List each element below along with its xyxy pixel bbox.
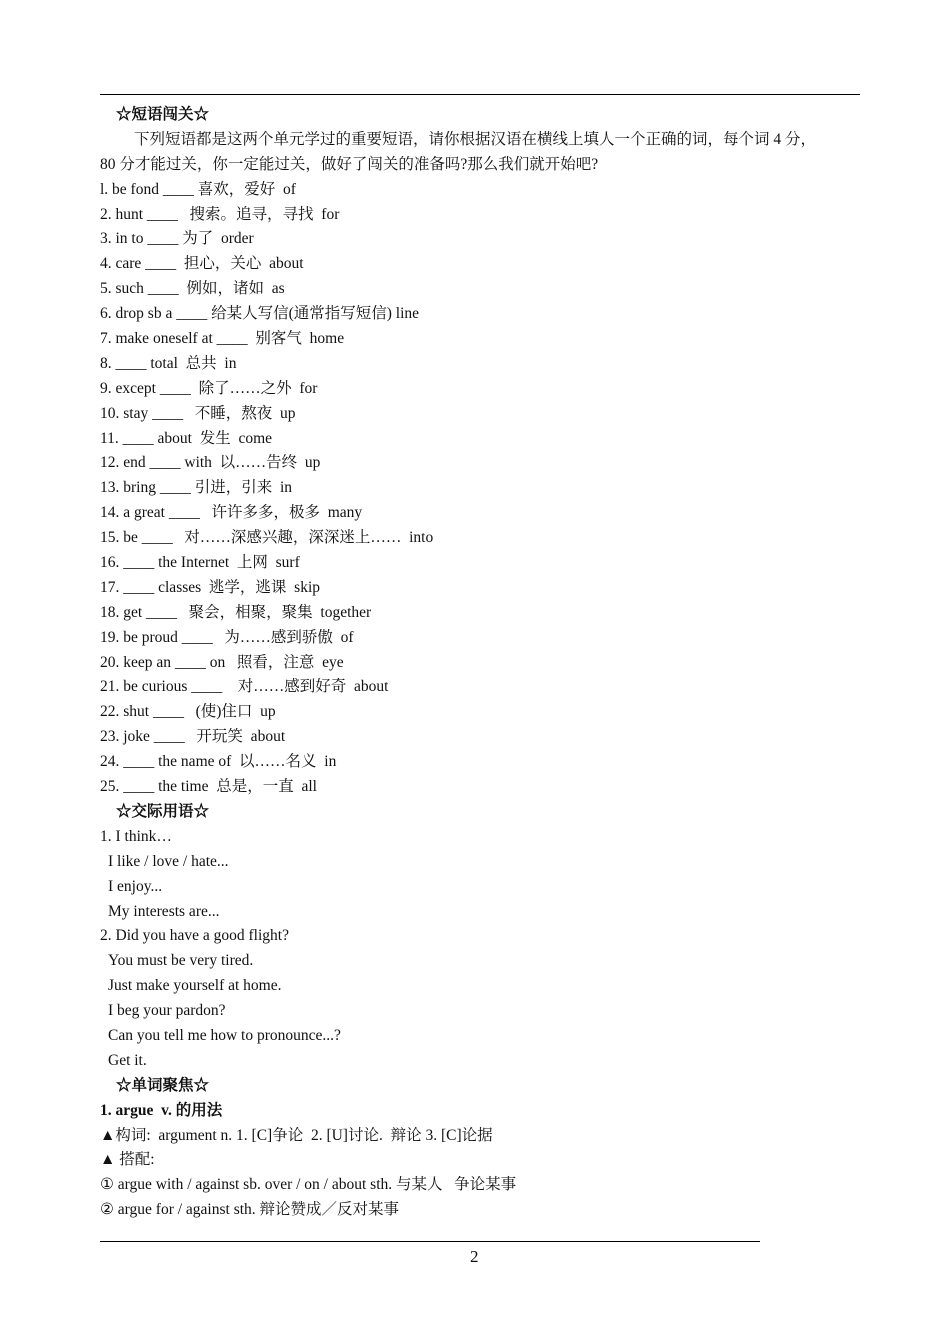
- phrase-item: 7. make oneself at ____ 别客气 home: [100, 330, 345, 348]
- phrase-item: 16. ____ the Internet 上网 surf: [100, 554, 300, 572]
- collocation-label: ▲ 搭配:: [100, 1151, 155, 1169]
- page-number: 2: [470, 1247, 479, 1266]
- section-title-phrases: ☆短语闯关☆: [116, 106, 210, 123]
- expression-line: I enjoy...: [108, 877, 163, 895]
- phrase-item: 15. be ____ 对……深感兴趣，深深迷上…… into: [100, 529, 434, 547]
- phrase-item: 14. a great ____ 许许多多，极多 many: [100, 504, 363, 522]
- phrase-item: 13. bring ____ 引进，引来 in: [100, 479, 293, 497]
- phrase-item: 18. get ____ 聚会，相聚，聚集 together: [100, 603, 372, 621]
- word-derivative: ▲构词: argument n. 1. [C]争论 2. [U]讨论. 辩论 3. [C]论据: [100, 1126, 493, 1144]
- phrase-list: [100, 178, 880, 800]
- expression-group-head: 2. Did you have a good flight?: [100, 927, 289, 945]
- phrase-item: 23. joke ____ 开玩笑 about: [100, 728, 286, 746]
- expression-line: My interests are...: [108, 902, 220, 920]
- phrase-item: 17. ____ classes 逃学，逃课 skip: [100, 578, 321, 596]
- usage-item: ① argue with / against sb. over / on / about sth. 与某人 争论某事: [100, 1176, 517, 1194]
- phrase-item: 10. stay ____ 不睡，熬夜 up: [100, 404, 296, 422]
- phrase-item: 25. ____ the time 总是，一直 all: [100, 778, 317, 796]
- expression-line: Get it.: [108, 1051, 147, 1069]
- section-title-expressions: ☆交际用语☆: [116, 802, 210, 820]
- phrase-item: 6. drop sb a ____ 给某人写信(通常指写短信) line: [100, 305, 420, 323]
- usage-item: ② argue for / against sth. 辩论赞成／反对某事: [100, 1201, 400, 1219]
- expression-line: You must be very tired.: [108, 952, 254, 970]
- phrase-item: 12. end ____ with 以……告终 up: [100, 454, 321, 472]
- phrase-item: 20. keep an ____ on 照看，注意 eye: [100, 653, 344, 671]
- expression-line: Just make yourself at home.: [108, 977, 282, 995]
- phrase-item: 9. except ____ 除了……之外 for: [100, 379, 318, 397]
- expression-group-head: 1. I think…: [100, 827, 172, 845]
- phrase-item: 4. care ____ 担心，关心 about: [100, 255, 304, 273]
- phrase-item: 5. such ____ 例如，诸如 as: [100, 280, 285, 298]
- word-heading: 1. argue v. 的用法: [100, 1101, 223, 1119]
- document-body: [100, 103, 880, 1223]
- phrase-item: 11. ____ about 发生 come: [100, 429, 273, 447]
- header-rule: [100, 94, 860, 95]
- phrase-item: l. be fond ____ 喜欢，爱好 of: [100, 180, 296, 198]
- phrase-item: 2. hunt ____ 搜索。追寻，寻找 for: [100, 205, 340, 223]
- phrase-item: 8. ____ total 总共 in: [100, 354, 237, 372]
- phrase-item: 3. in to ____ 为了 order: [100, 230, 254, 248]
- intro-paragraph-line-2: 80 分才能过关，你一定能过关，做好了闯关的准备吗?那么我们就开始吧?: [100, 155, 599, 173]
- expression-line: I like / love / hate...: [108, 852, 229, 870]
- phrase-item: 24. ____ the name of 以……名义 in: [100, 753, 337, 771]
- phrase-item: 19. be proud ____ 为……感到骄傲 of: [100, 628, 354, 646]
- phrase-item: 21. be curious ____ 对……感到好奇 about: [100, 678, 389, 696]
- footer-rule: [100, 1241, 760, 1242]
- expression-line: Can you tell me how to pronounce...?: [108, 1026, 341, 1044]
- phrase-item: 22. shut ____ (使)住口 up: [100, 703, 276, 721]
- intro-paragraph-line-1: 下列短语都是这两个单元学过的重要短语，请你根据汉语在横线上填人一个正确的词，每个词 4 分，: [134, 130, 817, 148]
- section-title-words: ☆单词聚焦☆: [116, 1076, 210, 1094]
- expression-line: I beg your pardon?: [108, 1002, 226, 1020]
